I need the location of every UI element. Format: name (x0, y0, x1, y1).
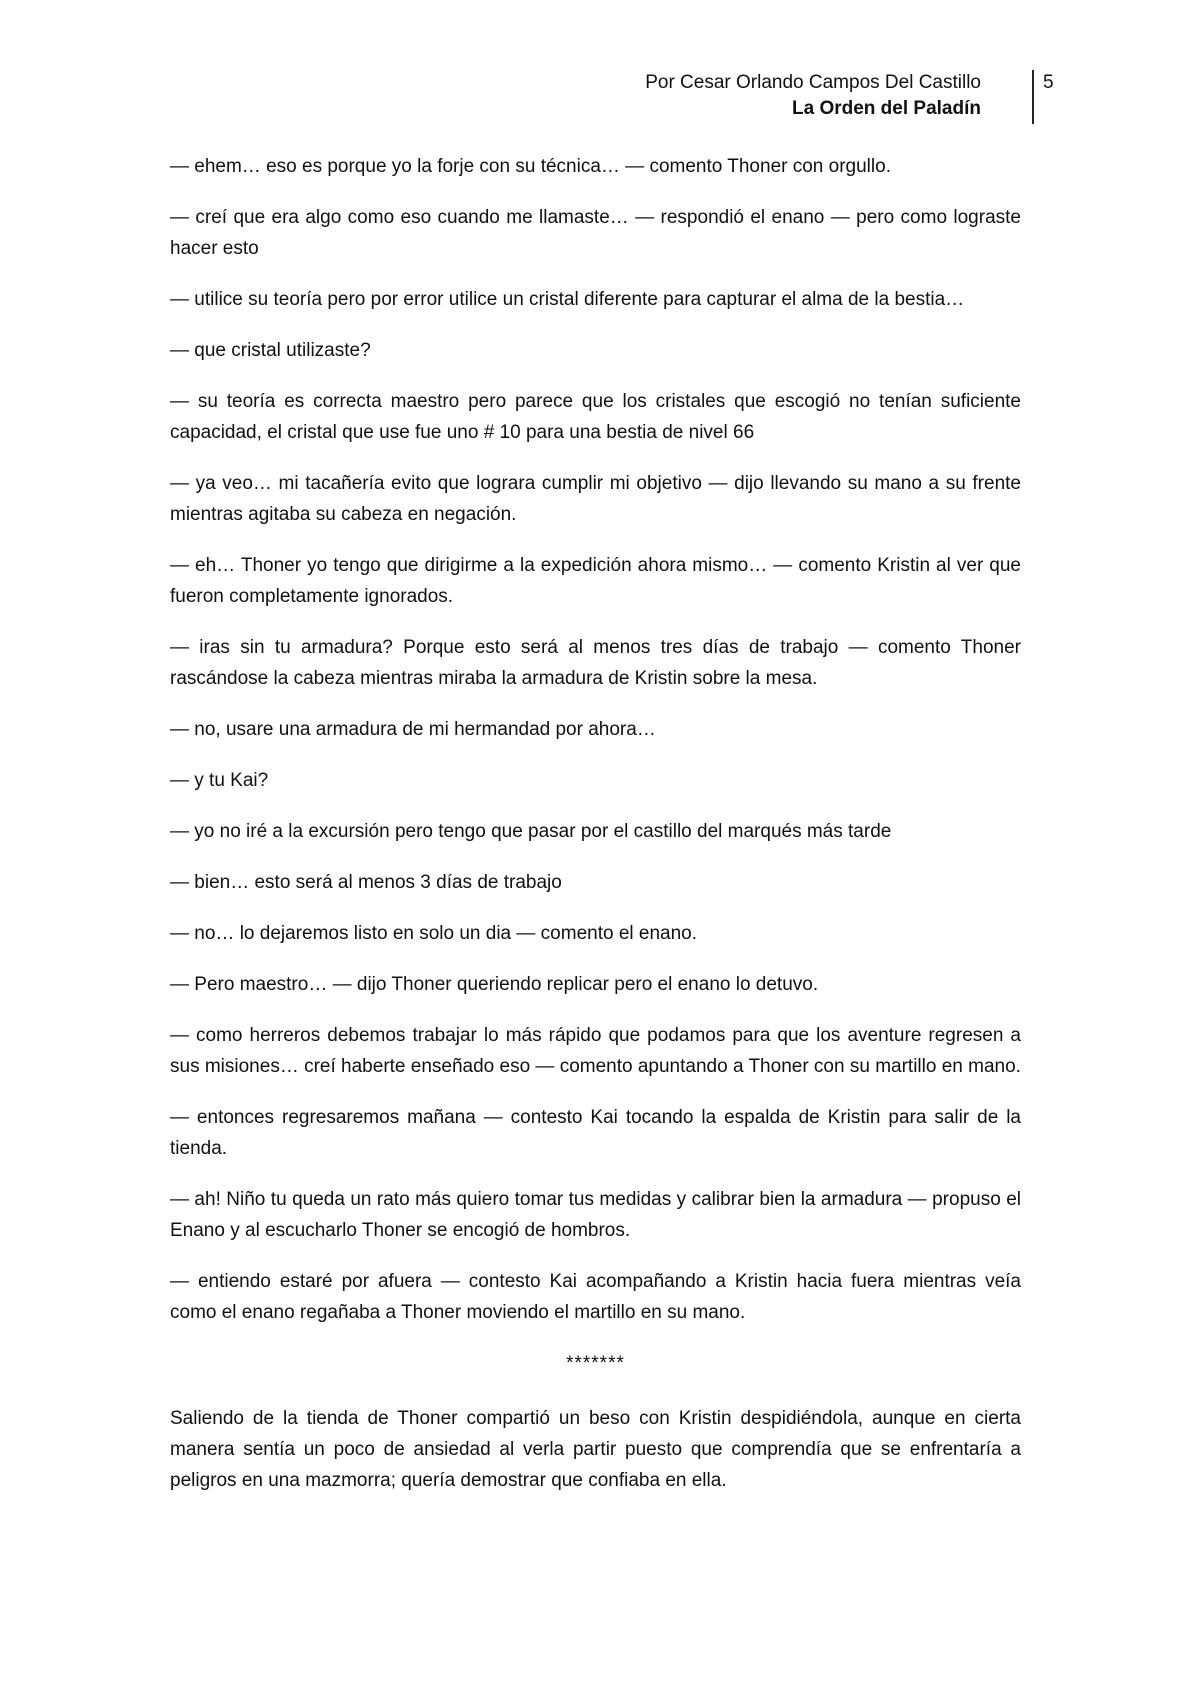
author-line: Por Cesar Orlando Campos Del Castillo (645, 72, 981, 93)
paragraph: — entonces regresaremos mañana — contesto Kai tocando la espalda de Kristin para salir de la tienda. (170, 1107, 1021, 1159)
paragraph: — bien… esto será al menos 3 días de trabajo (170, 872, 562, 893)
paragraph: — no… lo dejaremos listo en solo un dia — comento el enano. (170, 923, 698, 944)
paragraph: — como herreros debemos trabajar lo más rápido que podamos para que los aventure regresen a sus misiones… creí haberte enseñado eso — comento apuntando a Thoner con su martillo en mano. (170, 1025, 1021, 1077)
paragraph: — su teoría es correcta maestro pero parece que los cristales que escogió no tenían suficiente capacidad, el cristal que use fue uno # 10 para una bestia de nivel 66 (170, 391, 1021, 443)
closing-paragraph: Saliendo de la tienda de Thoner compartió un beso con Kristin despidiéndola, aunque en cierta manera sentía un poco de ansiedad al verla partir puesto que comprendía que se enfrentaría a peligros en una mazmorra; quería demostrar que confiaba en ella. (170, 1408, 1021, 1491)
paragraph: — utilice su teoría pero por error utilice un cristal diferente para capturar el alma de la bestia… (170, 289, 965, 310)
page-header (645, 70, 981, 122)
paragraph: — creí que era algo como eso cuando me llamaste… — respondió el enano — pero como lograste hacer esto (170, 207, 1021, 259)
paragraph: — Pero maestro… — dijo Thoner queriendo replicar pero el enano lo detuvo. (170, 974, 819, 995)
paragraph: — yo no iré a la excursión pero tengo que pasar por el castillo del marqués más tarde (170, 821, 892, 842)
page-number: 5 (1043, 72, 1054, 93)
paragraph: — y tu Kai? (170, 770, 269, 791)
paragraph: — iras sin tu armadura? Porque esto será al menos tres días de trabajo — comento Thoner rascándose la cabeza mientras miraba la armadura de Kristin sobre la mesa. (170, 637, 1021, 689)
paragraph: — ehem… eso es porque yo la forje con su técnica… — comento Thoner con orgullo. (170, 156, 891, 177)
paragraph: — no, usare una armadura de mi hermandad por ahora… (170, 719, 656, 740)
body-text (170, 151, 1021, 1516)
header-divider (1032, 70, 1034, 124)
paragraph: — eh… Thoner yo tengo que dirigirme a la expedición ahora mismo… — comento Kristin al ver que fueron completamente ignorados. (170, 555, 1021, 607)
paragraph: — ah! Niño tu queda un rato más quiero tomar tus medidas y calibrar bien la armadura — propuso el Enano y al escucharlo Thoner se encogió de hombros. (170, 1189, 1021, 1241)
paragraph: — ya veo… mi tacañería evito que lograra cumplir mi objetivo — dijo llevando su mano a su frente mientras agitaba su cabeza en negación. (170, 473, 1021, 525)
section-separator: ******* (566, 1353, 625, 1374)
book-title: La Orden del Paladín (792, 98, 981, 119)
paragraph: — entiendo estaré por afuera — contesto Kai acompañando a Kristin hacia fuera mientras veía como el enano regañaba a Thoner moviendo el martillo en su mano. (170, 1271, 1021, 1323)
paragraph: — que cristal utilizaste? (170, 340, 371, 361)
